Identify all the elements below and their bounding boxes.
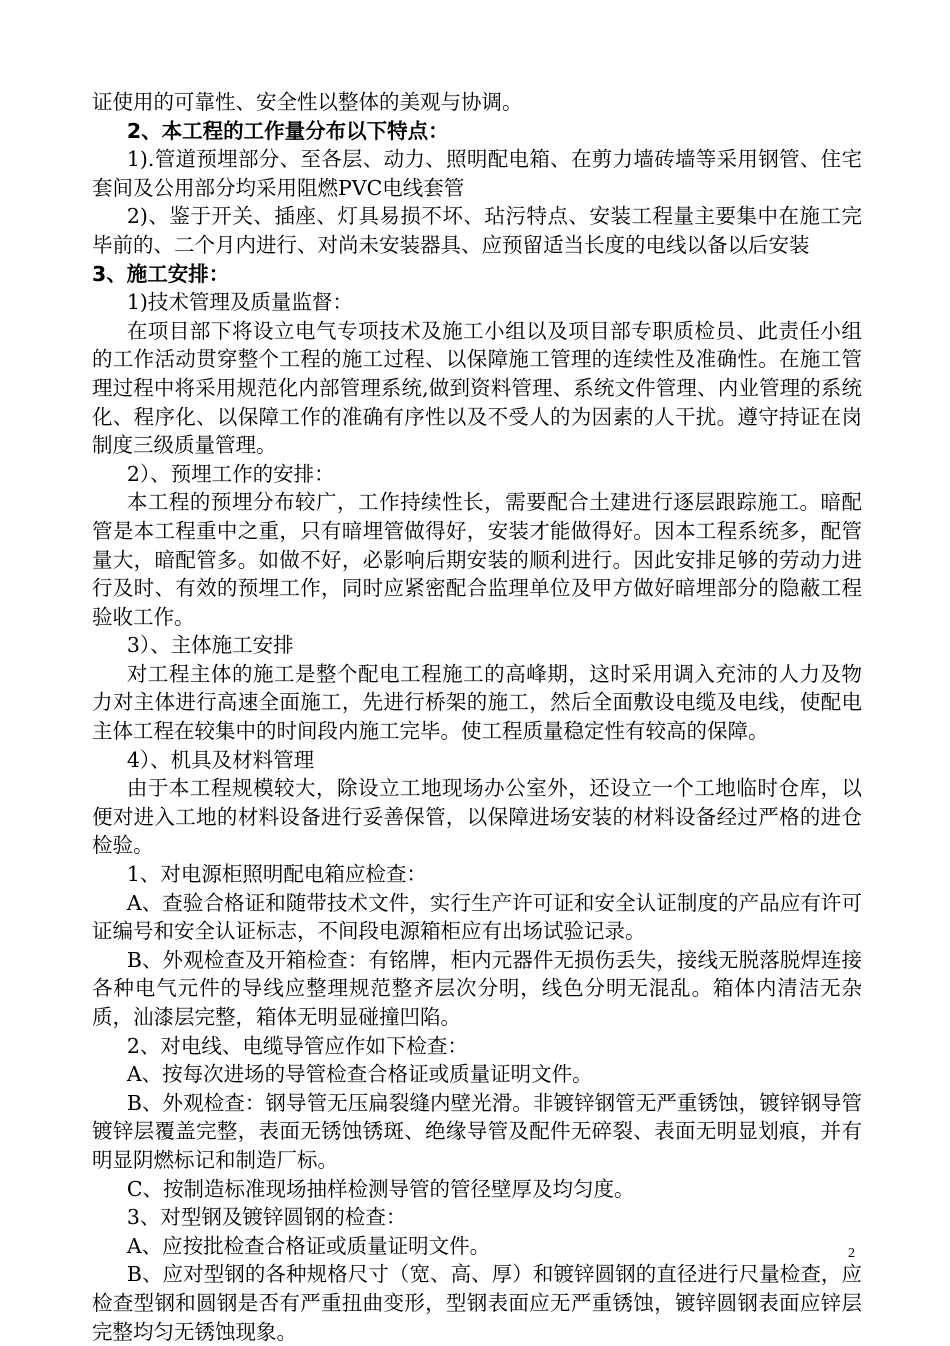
subsection-heading: 4）、机具及材料管理: [126, 747, 315, 772]
list-item: B、外观检查：钢导管无压扁裂缝内壁光滑。非镀锌钢管无严重锈蚀，镀锌钢导管镀锌层覆盖完整，表面无锈蚀锈斑、绝缘导管及配件无碎裂、表面无明显划痕，并有明显阴燃标记和制造厂标。: [92, 1090, 862, 1172]
paragraph: 由于本工程规模较大，除设立工地现场办公室外，还设立一个工地临时仓库，以便对进入工地的材料设备进行妥善保管，以保障进场安装的材料设备经过严格的进仓检验。: [92, 776, 862, 858]
paragraph: 在项目部下将设立电气专项技术及施工小组以及项目部专职质检员、此责任小组的工作活动贯穿整个工程的施工过程、以保障施工管理的连续性及准确性。在施工管理过程中将采用规范化内部管理系统,做到资料管理、系统文件管理、内业管理的系统化、程序化、以保障工作的准确有序性以及不受人的为因素的人干扰。遵守持证在岗制度三级质量管理。: [92, 318, 862, 458]
list-item: A、应按批检查合格证或质量证明文件。: [126, 1233, 491, 1258]
list-item: B、应对型钢的各种规格尺寸（宽、高、厚）和镀锌圆钢的直径进行尺量检查，应检查型钢和圆钢是否有严重扭曲变形，型钢表面应无严重锈蚀，镀锌圆钢表面应锌层完整均匀无锈蚀现象。: [92, 1262, 862, 1344]
paragraph: 2)、鉴于开关、插座、灯具易损不坏、玷污特点、安装工程量主要集中在施工完毕前的、二个月内进行、对尚未安装器具、应预留适当长度的电线以备以后安装: [92, 204, 862, 257]
list-heading: 3、对型钢及镀锌圆钢的检查：: [126, 1205, 407, 1230]
section-heading: 2、本工程的工作量分布以下特点：: [126, 118, 449, 143]
page-number: 2: [848, 1246, 855, 1261]
document-body: [92, 88, 862, 1346]
subsection-heading: 3）、主体施工安排: [126, 633, 294, 658]
paragraph: 证使用的可靠性、安全性以整体的美观与协调。: [92, 90, 523, 114]
list-item: B、外观检查及开箱检查：有铭牌，柜内元器件无损伤丢失，接线无脱落脱焊连接各种电气元件的导线应整理规范整齐层次分明，线色分明无混乱。箱体内清洁无杂质，汕漆层完整，箱体无明显碰撞凹陷。: [92, 947, 862, 1029]
list-item: A、按每次进场的导管检查合格证或质量证明文件。: [126, 1062, 593, 1087]
list-item: A、查验合格证和随带技术文件，实行生产许可证和安全认证制度的产品应有许可证编号和安全认证标志，不间段电源箱柜应有出场试验记录。: [92, 890, 862, 944]
list-item: C、按制造标准现场抽样检测导管的管径壁厚及均匀度。: [126, 1176, 635, 1201]
subsection-heading: 1)技术管理及质量监督：: [126, 290, 353, 315]
list-heading: 1、对电源柜照明配电箱应检查：: [126, 862, 427, 887]
section-heading: 3、施工安排：: [92, 261, 230, 286]
paragraph: 1).管道预埋部分、至各层、动力、照明配电箱、在剪力墙砖墙等采用钢管、住宅套间及公用部分均采用阻燃PVC电线套管: [92, 147, 862, 200]
paragraph: 本工程的预埋分布较广，工作持续性长，需要配合土建进行逐层跟踪施工。暗配管是本工程重中之重，只有暗埋管做得好，安装才能做得好。因本工程系统多，配管量大，暗配管多。如做不好，必影响后期安装的顺利进行。因此安排足够的劳动力进行及时、有效的预埋工作，同时应紧密配合监理单位及甲方做好暗埋部分的隐蔽工程验收工作。: [92, 490, 862, 629]
paragraph: 对工程主体的施工是整个配电工程施工的高峰期，这时采用调入充沛的人力及物力对主体进行高速全面施工，先进行桥架的施工，然后全面敷设电缆及电线，使配电主体工程在较集中的时间段内施工完毕。使工程质量稳定性有较高的保障。: [92, 661, 862, 744]
list-heading: 2、对电线、电缆导管应作如下检查：: [126, 1033, 468, 1058]
subsection-heading: 2）、预埋工作的安排：: [126, 461, 335, 486]
